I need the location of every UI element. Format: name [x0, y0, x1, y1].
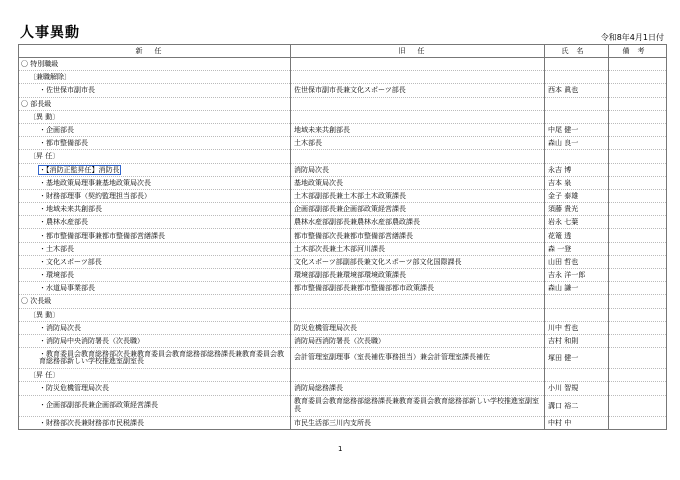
- new-post-text: ・環境部長: [39, 271, 74, 280]
- new-post-text: ・財務部次長兼財務部市民税課長: [39, 418, 144, 427]
- table-row: [19, 137, 667, 150]
- cell-note: [609, 110, 667, 123]
- cell-new-post: [19, 176, 291, 189]
- new-post-text: ・農林水産部長: [39, 218, 88, 227]
- cell-name: 永吉 博: [545, 163, 609, 176]
- cell-old-post: 都市整備部副部長兼都市整備部都市政策課長: [291, 282, 545, 295]
- cell-name: 花篭 透: [545, 229, 609, 242]
- header-new-post: 新任: [19, 45, 291, 58]
- cell-new-post: [19, 216, 291, 229]
- cell-name: 吉永 洋一郎: [545, 269, 609, 282]
- cell-new-post: [19, 203, 291, 216]
- cell-name: 森山 謙一: [545, 282, 609, 295]
- new-post-text: ・消防局中央消防署長（次長職）: [39, 337, 144, 346]
- new-post-text: ・土木部長: [39, 244, 74, 253]
- cell-name: 西本 眞也: [545, 84, 609, 97]
- new-post-text: ・財務部理事（契約監理担当部長）: [39, 191, 151, 200]
- new-post-text: ・企画部長: [39, 126, 74, 135]
- cell-new-post: [19, 242, 291, 255]
- new-post-text: ・文化スポーツ部長: [39, 257, 102, 266]
- cell-name: 岩永 七葉: [545, 216, 609, 229]
- page-number: 1: [338, 445, 343, 453]
- cell-name: 吉本 泉: [545, 176, 609, 189]
- cell-old-post: 消防局西消防署長（次長職）: [291, 334, 545, 347]
- cell-old-post: 会計管理室副理事（室長補佐事務担当）兼会計管理室課長補佐: [291, 348, 545, 369]
- cell-old-post: 企画部副部長兼企画部政策経営課長: [291, 203, 545, 216]
- cell-note: [609, 163, 667, 176]
- cell-new-post: [19, 71, 291, 84]
- table-row: [19, 282, 667, 295]
- table-row: [19, 97, 667, 110]
- cell-note: [609, 321, 667, 334]
- cell-note: [609, 84, 667, 97]
- subcategory-heading: 〔昇 任〕: [29, 371, 60, 380]
- table-row: [19, 321, 667, 334]
- cell-name: 吉村 和則: [545, 334, 609, 347]
- table-row: [19, 58, 667, 71]
- cell-old-post: 教育委員会教育総務部総務課長兼教育委員会教育総務部新しい学校推進室副室長: [291, 395, 545, 416]
- cell-new-post: [19, 395, 291, 416]
- cell-note: [609, 189, 667, 202]
- new-post-text: ・都市整備部理事兼都市整備部営繕課長: [39, 231, 165, 240]
- cell-name: 森山 良一: [545, 137, 609, 150]
- table-row: [19, 84, 667, 97]
- cell-new-post: [19, 84, 291, 97]
- table-row: [19, 269, 667, 282]
- new-post-text: ・都市整備部長: [39, 139, 88, 148]
- cell-old-post: 基地政策局次長: [291, 176, 545, 189]
- new-post-text: ・教育委員会教育総務部次長兼教育委員会教育総務部総務課長兼教育委員会教育総務部新しい学校推進室副室長: [39, 349, 284, 366]
- cell-name: [545, 71, 609, 84]
- effective-date: 令和8年4月1日付: [600, 33, 664, 42]
- new-post-text: ・基地政策局理事兼基地政策局次長: [39, 178, 151, 187]
- category-heading: 〇 部長級: [21, 99, 52, 108]
- cell-note: [609, 416, 667, 429]
- cell-new-post: [19, 308, 291, 321]
- cell-note: [609, 203, 667, 216]
- cell-note: [609, 242, 667, 255]
- cell-new-post: [19, 123, 291, 136]
- cell-note: [609, 71, 667, 84]
- cell-old-post: 環境部副部長兼環境部環境政策課長: [291, 269, 545, 282]
- cell-note: [609, 269, 667, 282]
- category-heading: 〇 次長級: [21, 297, 52, 306]
- cell-name: 須藤 貴光: [545, 203, 609, 216]
- cell-old-post: 都市整備部次長兼都市整備部営繕課長: [291, 229, 545, 242]
- table-row: [19, 216, 667, 229]
- cell-old-post: [291, 308, 545, 321]
- cell-new-post: [19, 334, 291, 347]
- table-row: [19, 123, 667, 136]
- cell-old-post: [291, 150, 545, 163]
- table-row: [19, 71, 667, 84]
- cell-new-post: [19, 163, 291, 176]
- cell-note: [609, 382, 667, 395]
- new-post-text: ・防災危機管理局次長: [39, 384, 109, 393]
- table-body: [19, 58, 667, 430]
- cell-name: 中尾 健一: [545, 123, 609, 136]
- cell-note: [609, 137, 667, 150]
- table-row: [19, 242, 667, 255]
- cell-note: [609, 395, 667, 416]
- cell-note: [609, 150, 667, 163]
- cell-new-post: [19, 137, 291, 150]
- cell-new-post: [19, 189, 291, 202]
- table-row: [19, 295, 667, 308]
- cell-name: 塚田 健一: [545, 348, 609, 369]
- cell-name: 溝口 裕二: [545, 395, 609, 416]
- cell-new-post: [19, 229, 291, 242]
- cell-name: 小川 智規: [545, 382, 609, 395]
- cell-new-post: [19, 58, 291, 71]
- subcategory-heading: 〔兼職解除〕: [29, 73, 71, 82]
- table-row: [19, 255, 667, 268]
- cell-new-post: [19, 416, 291, 429]
- cell-new-post: [19, 269, 291, 282]
- subcategory-heading: 〔異 動〕: [29, 310, 60, 319]
- cell-name: [545, 295, 609, 308]
- cell-new-post: [19, 97, 291, 110]
- cell-name: 中村 中: [545, 416, 609, 429]
- cell-note: [609, 348, 667, 369]
- new-post-text: ・地域未来共創部長: [39, 205, 102, 214]
- table-row: [19, 416, 667, 429]
- page-title: 人事異動: [20, 25, 80, 41]
- header-note: 備考: [609, 45, 667, 58]
- cell-note: [609, 282, 667, 295]
- new-post-text: ・佐世保市副市長: [39, 86, 95, 95]
- cell-note: [609, 229, 667, 242]
- subcategory-heading: 〔異 動〕: [29, 112, 60, 121]
- cell-new-post: [19, 348, 291, 369]
- cell-name: [545, 97, 609, 110]
- new-post-text: ・水道局事業部長: [39, 284, 95, 293]
- cell-name: 森 一登: [545, 242, 609, 255]
- table-row: [19, 395, 667, 416]
- cell-note: [609, 308, 667, 321]
- table-row: [19, 382, 667, 395]
- cell-old-post: 土木部副部長兼土木部土木政策課長: [291, 189, 545, 202]
- cell-note: [609, 58, 667, 71]
- cell-new-post: [19, 255, 291, 268]
- cell-note: [609, 295, 667, 308]
- cell-old-post: [291, 71, 545, 84]
- cell-note: [609, 123, 667, 136]
- table-header-row: [19, 45, 667, 58]
- cell-old-post: [291, 58, 545, 71]
- cell-old-post: [291, 97, 545, 110]
- cell-old-post: 土木部次長兼土木部河川課長: [291, 242, 545, 255]
- subcategory-heading: 〔昇 任〕: [29, 152, 60, 161]
- cell-name: [545, 150, 609, 163]
- table-row: [19, 348, 667, 369]
- cell-old-post: 農林水産部副部長兼農林水産部農政課長: [291, 216, 545, 229]
- cell-new-post: [19, 382, 291, 395]
- table-row: [19, 189, 667, 202]
- cell-name: 山田 哲也: [545, 255, 609, 268]
- header-name: 氏名: [545, 45, 609, 58]
- cell-old-post: 佐世保市副市長兼文化スポーツ部長: [291, 84, 545, 97]
- cell-old-post: [291, 110, 545, 123]
- cell-note: [609, 334, 667, 347]
- table-row: [19, 229, 667, 242]
- cell-name: [545, 369, 609, 382]
- table-row: [19, 110, 667, 123]
- cell-new-post: [19, 282, 291, 295]
- table-row: [19, 369, 667, 382]
- cell-new-post: [19, 150, 291, 163]
- cell-name: [545, 308, 609, 321]
- cell-name: [545, 110, 609, 123]
- cell-old-post: 文化スポーツ部副部長兼文化スポーツ部文化国際課長: [291, 255, 545, 268]
- table-row: [19, 176, 667, 189]
- table-row: [19, 308, 667, 321]
- cell-note: [609, 255, 667, 268]
- cell-old-post: 消防局総務課長: [291, 382, 545, 395]
- cell-name: 川中 哲也: [545, 321, 609, 334]
- cell-old-post: [291, 295, 545, 308]
- cell-old-post: 消防局次長: [291, 163, 545, 176]
- new-post-text: ・消防局次長: [39, 323, 81, 332]
- personnel-table: [18, 44, 667, 430]
- cell-note: [609, 216, 667, 229]
- cell-new-post: [19, 369, 291, 382]
- category-heading: 〇 特別職級: [21, 60, 59, 69]
- cell-old-post: 防災危機管理局次長: [291, 321, 545, 334]
- table-row: [19, 163, 667, 176]
- cell-old-post: 市民生活部三川内支所長: [291, 416, 545, 429]
- header-old-post: 旧任: [291, 45, 545, 58]
- cell-new-post: [19, 295, 291, 308]
- cell-new-post: [19, 110, 291, 123]
- table-row: [19, 150, 667, 163]
- new-post-text: ・【消防正監昇任】消防長: [39, 165, 120, 174]
- cell-name: [545, 58, 609, 71]
- new-post-text: ・企画部副部長兼企画部政策経営課長: [39, 400, 158, 409]
- cell-old-post: 地域未来共創部長: [291, 123, 545, 136]
- cell-note: [609, 176, 667, 189]
- table-row: [19, 334, 667, 347]
- cell-new-post: [19, 321, 291, 334]
- cell-name: 金子 泰雄: [545, 189, 609, 202]
- cell-old-post: 土木部長: [291, 137, 545, 150]
- table-row: [19, 203, 667, 216]
- cell-old-post: [291, 369, 545, 382]
- cell-note: [609, 369, 667, 382]
- cell-note: [609, 97, 667, 110]
